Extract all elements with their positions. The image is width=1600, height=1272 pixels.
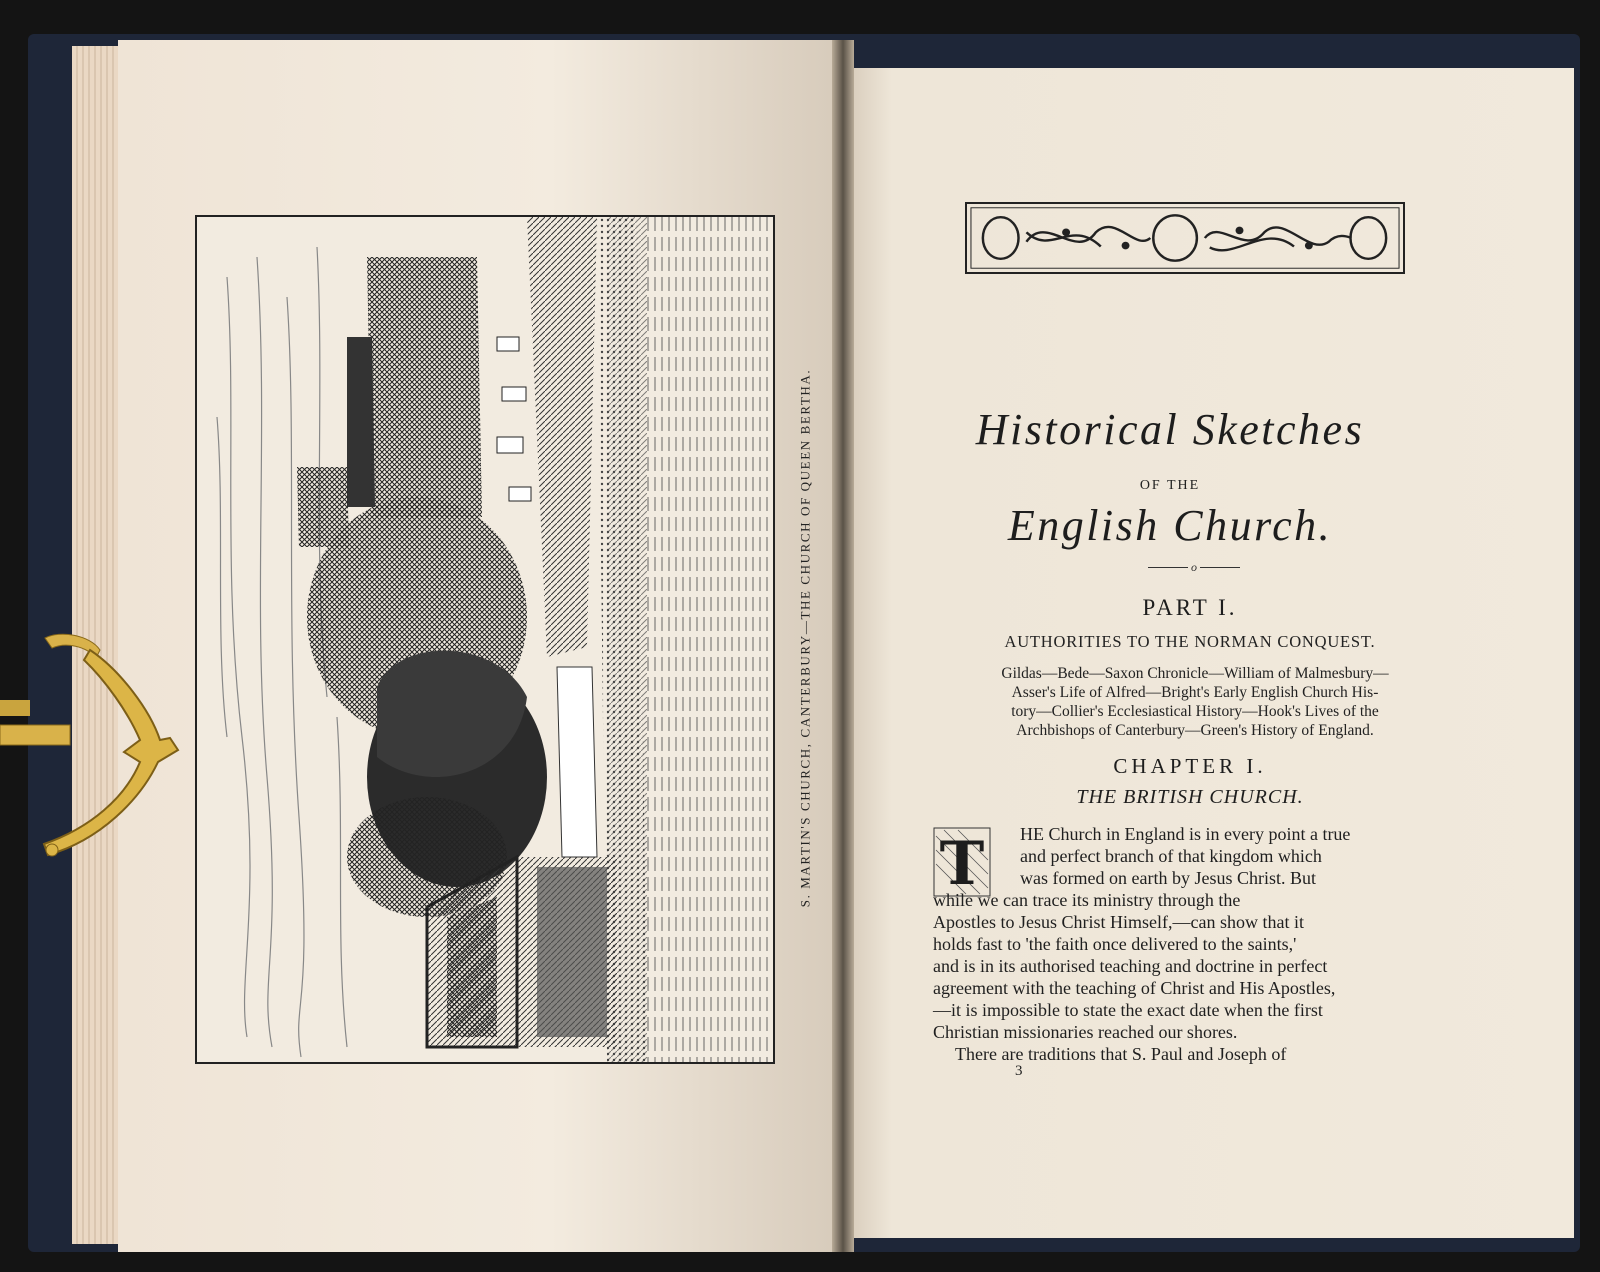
svg-text:T: T: [939, 829, 985, 898]
ornament-headpiece-icon: [965, 202, 1405, 274]
title-divider: o: [1148, 560, 1240, 574]
sources-line: tory—Collier's Ecclesiastical History—Hook's Lives of the: [1011, 703, 1379, 720]
body-line: while we can trace its ministry through the: [933, 890, 1241, 910]
body-line: —it is impossible to state the exact date when the first: [933, 1000, 1323, 1020]
anchor-clip-icon: [0, 630, 200, 870]
church-engraving: [195, 215, 775, 1064]
sources-line: Archbishops of Canterbury—Green's History of England.: [1016, 722, 1374, 739]
plate-caption: S. MARTIN'S CHURCH, CANTERBURY—THE CHURCH OF QUEEN BERTHA.: [797, 368, 813, 907]
body-line: There are traditions that S. Paul and Joseph of: [955, 1044, 1287, 1064]
dropcap-t-icon: [932, 826, 992, 898]
body-line: and is in its authorised teaching and doctrine in perfect: [933, 956, 1328, 976]
body-line: was formed on earth by Jesus Christ. But: [1020, 868, 1316, 888]
body-line: and perfect branch of that kingdom which: [1020, 846, 1322, 866]
book-title-line1: Historical Sketches: [975, 405, 1365, 454]
body-line: HE Church in England is in every point a true: [1020, 824, 1351, 844]
body-line: agreement with the teaching of Christ and His Apostles,: [933, 978, 1336, 998]
chapter-title: THE BRITISH CHURCH.: [1076, 786, 1304, 808]
part-heading: PART I.: [1142, 595, 1238, 620]
book-gutter: [832, 40, 854, 1252]
book-title-of-the: OF THE: [1139, 478, 1201, 493]
sources-line: Asser's Life of Alfred—Bright's Early English Church His-: [1011, 684, 1379, 701]
sources-line: Gildas—Bede—Saxon Chronicle—William of Malmesbury—: [1001, 665, 1389, 682]
chapter-heading: CHAPTER I.: [1113, 754, 1267, 778]
page-number: 3: [1015, 1063, 1023, 1079]
authorities-heading: AUTHORITIES TO THE NORMAN CONQUEST.: [1004, 632, 1376, 651]
body-line: Christian missionaries reached our shores.: [933, 1022, 1238, 1042]
book-title-line2: English Church.: [1007, 501, 1333, 550]
body-line: Apostles to Jesus Christ Himself,—can show that it: [933, 912, 1304, 932]
body-line: holds fast to 'the faith once delivered to the saints,': [933, 934, 1297, 954]
sources-list: [950, 664, 1440, 740]
